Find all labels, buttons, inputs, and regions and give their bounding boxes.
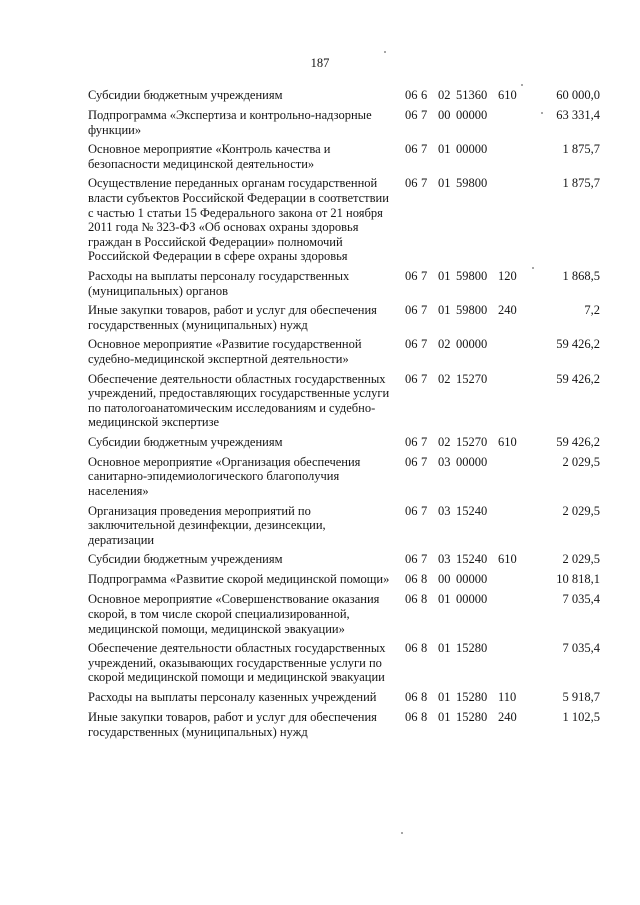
amount: 1 875,7 [562,176,600,191]
section-code: 06 [405,142,418,157]
section-code: 06 [405,690,418,704]
row-name: Осуществление переданных органам государственной власти субъектов Российской Федерации в соответствии с частью 1 статьи 15 Федерального закона от 21 ноября 2011 года № 323-ФЗ «Об основах охраны здоровья граждан в Российской Федерации» полномочий Российской Федерации в сфере охраны здоровья [88,176,389,264]
table-row [88,108,600,137]
section-code: 06 [405,572,418,587]
row-name: Подпрограмма «Развитие скорой медицинской помощи» [88,572,390,587]
row-name: Расходы на выплаты персоналу казенных учреждений [88,690,377,704]
table-row [88,641,600,685]
budget-table [88,88,600,744]
program-code: 01 [438,303,451,318]
item-code: 59800 [456,268,488,283]
table-row [88,710,600,739]
item-code: 51360 [456,88,488,102]
table-row [88,592,600,636]
section-code: 06 [405,592,418,607]
amount: 59 426,2 [556,434,600,449]
amount: 5 918,7 [562,690,600,704]
table-row [88,176,600,264]
program-code: 01 [438,690,451,704]
item-code: 15270 [456,434,488,449]
amount: 7,2 [584,303,600,318]
section-code: 06 [405,641,418,656]
subsection-code: 8 [421,641,428,656]
item-code: 15240 [456,503,488,518]
program-code: 01 [438,268,451,283]
program-code: 01 [438,142,451,157]
section-code: 06 [405,88,418,102]
subsection-code: 7 [421,371,428,386]
subsection-code: 7 [421,503,428,518]
section-code: 06 [405,176,418,191]
subsection-code: 8 [421,710,428,724]
subsection-code: 6 [421,88,428,102]
row-name: Расходы на выплаты персоналу государственных (муниципальных) органов [88,268,350,298]
amount: 1 102,5 [562,710,600,724]
subsection-code: 7 [421,552,428,567]
program-code: 02 [438,88,451,102]
amount: 2 029,5 [562,552,600,567]
subsection-code: 8 [421,592,428,607]
table-row [88,572,600,587]
section-code: 06 [405,454,418,469]
amount: 63 331,4 [556,108,600,122]
subsection-code: 8 [421,690,428,704]
item-code: 00000 [456,337,488,352]
program-code: 01 [438,710,451,724]
row-name: Иные закупки товаров, работ и услуг для обеспечения государственных (муниципальных) нужд [88,710,377,739]
subsection-code: 7 [421,268,428,283]
amount: 1 875,7 [562,142,600,157]
item-code: 15280 [456,710,488,724]
table-row [88,337,600,366]
item-code: 00000 [456,142,488,157]
row-name: Субсидии бюджетным учреждениям [88,88,283,102]
subsection-code: 7 [421,142,428,157]
row-name: Подпрограмма «Экспертиза и контрольно-надзорные функции» [88,108,372,137]
item-code: 15280 [456,641,488,656]
scan-speck [541,112,543,114]
program-code: 00 [438,108,451,122]
amount: 59 426,2 [556,371,600,386]
subsection-code: 7 [421,108,428,122]
page-number: 187 [310,56,330,70]
table-row [88,455,600,499]
table-row [88,269,600,298]
subsection-code: 8 [421,572,428,587]
section-code: 06 [405,434,418,449]
expense-type-code: 610 [498,434,517,449]
expense-type-code: 240 [498,710,517,724]
row-name: Основное мероприятие «Организация обеспечения санитарно-эпидемиологического благополучия населения» [88,454,361,499]
section-code: 06 [405,303,418,318]
program-code: 02 [438,371,451,386]
amount: 1 868,5 [562,268,600,283]
item-code: 59800 [456,176,488,191]
amount: 2 029,5 [562,503,600,518]
program-code: 02 [438,434,451,449]
program-code: 01 [438,592,451,607]
row-name: Основное мероприятие «Развитие государственной судебно-медицинской экспертной деятельности» [88,337,362,366]
item-code: 59800 [456,303,488,318]
section-code: 06 [405,710,418,724]
row-name: Организация проведения мероприятий по заключительной дезинфекции, дезинсекции, дератизации [88,503,326,547]
table-row [88,372,600,430]
subsection-code: 7 [421,337,428,352]
table-row [88,552,600,567]
scan-speck [384,51,386,53]
table-row [88,303,600,332]
section-code: 06 [405,268,418,283]
item-code: 15280 [456,690,488,704]
program-code: 00 [438,572,451,587]
item-code: 00000 [456,572,488,587]
expense-type-code: 110 [498,690,517,704]
item-code: 00000 [456,454,488,469]
subsection-code: 7 [421,303,428,318]
subsection-code: 7 [421,454,428,469]
program-code: 03 [438,552,451,567]
program-code: 03 [438,454,451,469]
section-code: 06 [405,337,418,352]
expense-type-code: 240 [498,303,517,318]
section-code: 06 [405,503,418,518]
item-code: 00000 [456,108,488,122]
expense-type-code: 610 [498,552,517,567]
row-name: Обеспечение деятельности областных государственных учреждений, оказывающих государственные услуги по скорой медицинской помощи и медицинской эвакуации [88,641,386,685]
subsection-code: 7 [421,176,428,191]
amount: 7 035,4 [562,592,600,607]
amount: 59 426,2 [556,337,600,352]
section-code: 06 [405,552,418,567]
scan-speck [401,832,403,834]
amount: 60 000,0 [556,88,600,102]
item-code: 15270 [456,371,488,386]
item-code: 00000 [456,592,488,607]
program-code: 01 [438,176,451,191]
table-row [88,142,600,171]
row-name: Основное мероприятие «Совершенствование оказания скорой, в том числе скорой специализированной, медицинской помощи, медицинской эвакуации» [88,592,380,636]
scan-speck [521,84,523,86]
section-code: 06 [405,371,418,386]
row-name: Субсидии бюджетным учреждениям [88,552,283,567]
expense-type-code: 610 [498,88,517,102]
amount: 7 035,4 [562,641,600,656]
row-name: Иные закупки товаров, работ и услуг для обеспечения государственных (муниципальных) нужд [88,303,377,332]
item-code: 15240 [456,552,488,567]
row-name: Субсидии бюджетным учреждениям [88,434,283,449]
program-code: 02 [438,337,451,352]
row-name: Обеспечение деятельности областных государственных учреждений, предоставляющих государственные услуги по патологоанатомическим исследованиям и судебно-медицинской экспертизе [88,371,390,430]
table-row [88,504,600,548]
amount: 2 029,5 [562,454,600,469]
table-row [88,690,600,705]
expense-type-code: 120 [498,268,517,283]
program-code: 03 [438,503,451,518]
table-row [88,88,600,103]
amount: 10 818,1 [556,572,600,587]
scan-speck [532,267,534,269]
section-code: 06 [405,108,418,122]
row-name: Основное мероприятие «Контроль качества и безопасности медицинской деятельности» [88,142,331,171]
table-row [88,435,600,450]
program-code: 01 [438,641,451,656]
subsection-code: 7 [421,434,428,449]
